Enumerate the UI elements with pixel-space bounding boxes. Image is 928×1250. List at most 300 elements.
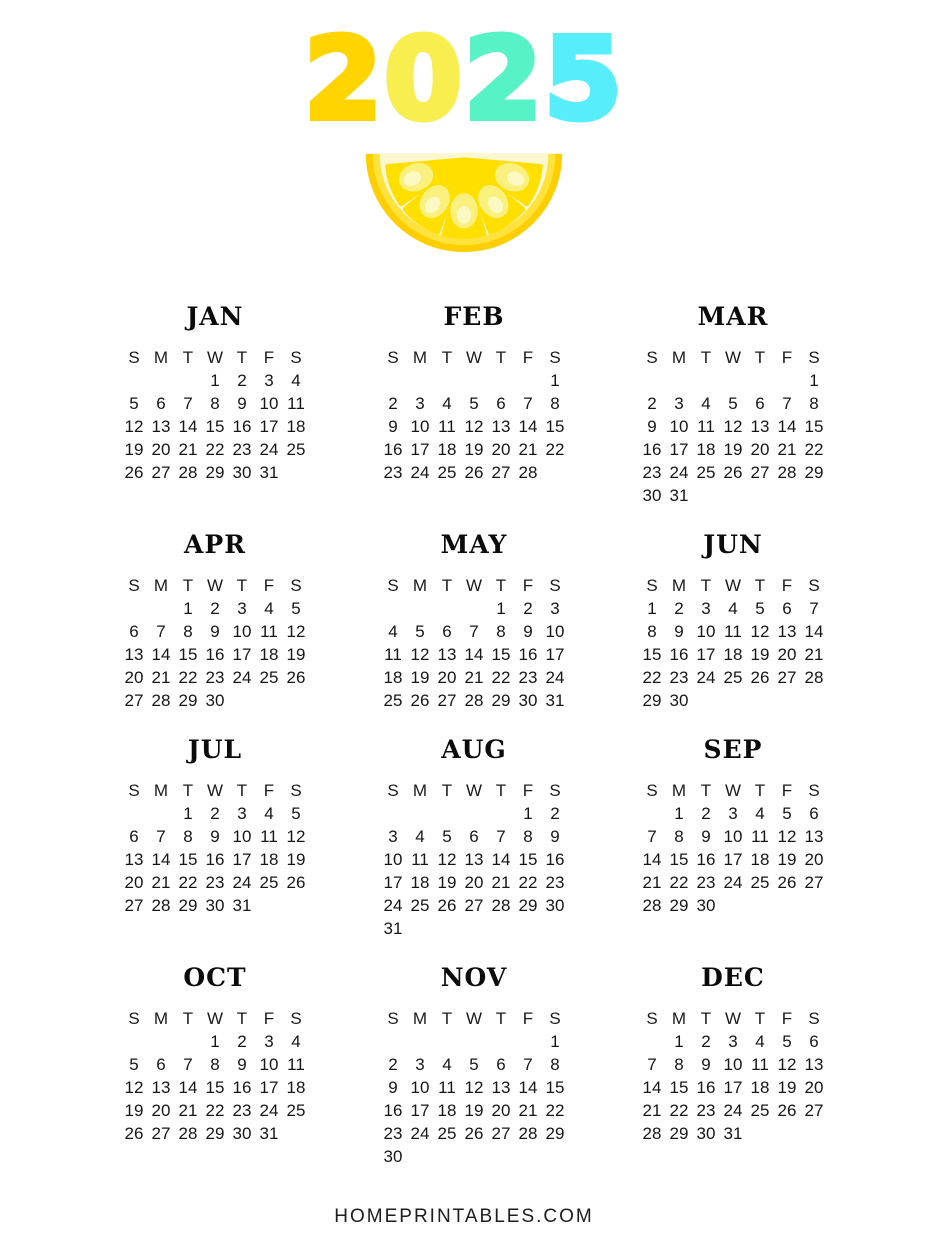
- empty-date-cell: [720, 894, 747, 917]
- date-cell: 1: [183, 599, 193, 618]
- date-cell: 21: [464, 668, 484, 687]
- date-cell: 2: [701, 804, 711, 823]
- weekday-cell: T: [236, 1009, 248, 1028]
- weekday-header-row: [345, 346, 604, 369]
- month-title: SEP: [703, 735, 763, 764]
- date-cell: 28: [777, 463, 797, 482]
- date-cell: 15: [642, 645, 662, 664]
- weekday-header-row: [86, 346, 345, 369]
- empty-date-cell: [720, 484, 747, 507]
- date-cell: 9: [523, 622, 533, 641]
- weekday-header-row: [604, 1007, 863, 1030]
- empty-date-cell: [121, 1030, 148, 1053]
- date-cell: 23: [383, 1124, 403, 1143]
- date-cell: 30: [518, 691, 538, 710]
- date-cell: 16: [545, 850, 565, 869]
- date-cell: 13: [491, 1078, 511, 1097]
- date-cell: 17: [723, 850, 743, 869]
- date-cell: 18: [437, 1101, 457, 1120]
- date-cell: 27: [491, 1124, 511, 1143]
- date-cell: 16: [518, 645, 538, 664]
- date-cell: 29: [205, 463, 225, 482]
- month-title: JAN: [186, 302, 244, 331]
- date-cell: 13: [124, 850, 144, 869]
- date-cell: 7: [469, 622, 479, 641]
- site-footer: [0, 1206, 928, 1228]
- date-cell: 19: [286, 645, 306, 664]
- weekday-cell: M: [153, 576, 169, 595]
- empty-date-cell: [380, 369, 407, 392]
- date-cell: 22: [804, 440, 824, 459]
- month-dec: [604, 963, 863, 1145]
- date-cell: 27: [124, 896, 144, 915]
- date-cell: 17: [410, 440, 430, 459]
- date-cell: 7: [496, 827, 506, 846]
- date-cell: 11: [438, 417, 456, 436]
- weekday-cell: S: [387, 348, 399, 367]
- date-cell: 20: [124, 668, 144, 687]
- date-cell: 8: [674, 827, 684, 846]
- weekday-header-row: [345, 574, 604, 597]
- date-cell: 26: [437, 896, 457, 915]
- empty-date-cell: [407, 917, 434, 940]
- empty-date-cell: [407, 1030, 434, 1053]
- weekday-cell: W: [206, 1009, 224, 1028]
- weekday-header-row: [345, 779, 604, 802]
- date-cell: 1: [523, 804, 533, 823]
- weekday-cell: W: [465, 781, 483, 800]
- date-cell: 27: [464, 896, 484, 915]
- date-cell: 16: [205, 645, 225, 664]
- date-cell: 11: [438, 1078, 456, 1097]
- date-cell: 8: [183, 622, 193, 641]
- week-row: [345, 917, 604, 940]
- week-row: [86, 802, 345, 825]
- date-cell: 30: [669, 691, 689, 710]
- date-cell: 16: [232, 1078, 252, 1097]
- empty-date-cell: [774, 894, 801, 917]
- date-cell: 27: [804, 1101, 824, 1120]
- weekday-cell: T: [182, 348, 194, 367]
- date-cell: 29: [178, 691, 198, 710]
- date-cell: 9: [550, 827, 560, 846]
- weekday-cell: S: [290, 576, 302, 595]
- date-cell: 21: [777, 440, 797, 459]
- date-cell: 12: [464, 1078, 484, 1097]
- date-cell: 12: [286, 827, 306, 846]
- empty-date-cell: [380, 802, 407, 825]
- date-cell: 19: [777, 850, 797, 869]
- week-row: [86, 392, 345, 415]
- month-feb: [345, 302, 604, 484]
- date-cell: 5: [129, 394, 139, 413]
- date-cell: 8: [647, 622, 657, 641]
- date-cell: 26: [286, 668, 306, 687]
- empty-date-cell: [693, 689, 720, 712]
- date-cell: 11: [411, 850, 429, 869]
- date-cell: 22: [491, 668, 511, 687]
- empty-date-cell: [488, 1030, 515, 1053]
- date-cell: 19: [464, 440, 484, 459]
- date-cell: 3: [415, 394, 425, 413]
- date-cell: 12: [124, 417, 144, 436]
- date-cell: 9: [674, 622, 684, 641]
- date-cell: 18: [723, 645, 743, 664]
- weekday-cell: W: [206, 348, 224, 367]
- weekday-cell: M: [671, 1009, 687, 1028]
- month-title: FEB: [443, 302, 505, 331]
- week-row: [345, 597, 604, 620]
- empty-date-cell: [461, 1145, 488, 1168]
- weekday-cell: F: [522, 348, 534, 367]
- date-cell: 21: [804, 645, 824, 664]
- date-cell: 5: [782, 804, 792, 823]
- date-cell: 13: [464, 850, 484, 869]
- empty-date-cell: [461, 1030, 488, 1053]
- week-row: [345, 689, 604, 712]
- date-cell: 25: [286, 1101, 306, 1120]
- date-cell: 2: [210, 599, 220, 618]
- week-row: [604, 415, 863, 438]
- date-cell: 22: [669, 873, 689, 892]
- weekday-cell: W: [465, 576, 483, 595]
- weekday-cell: T: [700, 1009, 712, 1028]
- date-cell: 3: [237, 804, 247, 823]
- date-cell: 29: [804, 463, 824, 482]
- date-cell: 27: [151, 463, 171, 482]
- weekday-cell: S: [549, 348, 561, 367]
- date-cell: 23: [696, 1101, 716, 1120]
- date-cell: 30: [642, 486, 662, 505]
- date-cell: 7: [647, 1055, 657, 1074]
- date-cell: 24: [723, 873, 743, 892]
- date-cell: 10: [723, 1055, 743, 1074]
- date-cell: 30: [383, 1147, 403, 1166]
- date-cell: 15: [178, 850, 198, 869]
- month-title: DEC: [701, 963, 765, 992]
- weekday-cell: S: [128, 1009, 140, 1028]
- date-cell: 18: [259, 645, 279, 664]
- date-cell: 20: [464, 873, 484, 892]
- date-cell: 21: [642, 1101, 662, 1120]
- date-cell: 14: [777, 417, 797, 436]
- weekday-cell: M: [412, 576, 428, 595]
- date-cell: 6: [755, 394, 765, 413]
- date-cell: 16: [696, 1078, 716, 1097]
- empty-date-cell: [542, 461, 569, 484]
- weekday-header-row: [86, 779, 345, 802]
- week-row: [345, 415, 604, 438]
- empty-date-cell: [407, 369, 434, 392]
- empty-date-cell: [380, 1030, 407, 1053]
- weekday-cell: T: [754, 1009, 766, 1028]
- empty-date-cell: [461, 597, 488, 620]
- date-cell: 1: [550, 1032, 560, 1051]
- year-digit-0: 2: [304, 15, 385, 145]
- date-cell: 16: [232, 417, 252, 436]
- date-cell: 3: [728, 804, 738, 823]
- date-cell: 31: [259, 1124, 279, 1143]
- date-cell: 16: [696, 850, 716, 869]
- date-cell: 17: [259, 417, 279, 436]
- date-cell: 26: [464, 1124, 484, 1143]
- week-row: [345, 643, 604, 666]
- date-cell: 22: [518, 873, 538, 892]
- date-cell: 28: [151, 691, 171, 710]
- date-cell: 14: [491, 850, 511, 869]
- date-cell: 5: [755, 599, 765, 618]
- empty-date-cell: [283, 461, 310, 484]
- month-title: MAY: [440, 530, 508, 559]
- week-row: [345, 825, 604, 848]
- date-cell: 10: [232, 827, 252, 846]
- date-cell: 16: [642, 440, 662, 459]
- date-cell: 6: [156, 394, 166, 413]
- date-cell: 31: [383, 919, 403, 938]
- week-row: [604, 1122, 863, 1145]
- weekday-cell: S: [128, 348, 140, 367]
- month-apr: [86, 530, 345, 712]
- weekday-cell: T: [754, 348, 766, 367]
- date-cell: 9: [210, 622, 220, 641]
- date-cell: 26: [464, 463, 484, 482]
- date-cell: 7: [523, 394, 533, 413]
- weekday-cell: S: [549, 781, 561, 800]
- empty-date-cell: [774, 1122, 801, 1145]
- weekday-cell: F: [522, 1009, 534, 1028]
- year-digit-2: 2: [464, 15, 544, 145]
- date-cell: 17: [545, 645, 565, 664]
- weekday-cell: W: [724, 576, 742, 595]
- month-title: JUL: [187, 735, 243, 764]
- weekday-cell: S: [646, 781, 658, 800]
- date-cell: 7: [809, 599, 819, 618]
- date-cell: 16: [669, 645, 689, 664]
- empty-date-cell: [542, 1145, 569, 1168]
- empty-date-cell: [434, 917, 461, 940]
- date-cell: 27: [804, 873, 824, 892]
- date-cell: 20: [804, 850, 824, 869]
- date-cell: 26: [777, 1101, 797, 1120]
- empty-date-cell: [720, 369, 747, 392]
- weekday-cell: S: [808, 1009, 820, 1028]
- date-cell: 1: [183, 804, 193, 823]
- date-cell: 14: [518, 417, 538, 436]
- weekday-cell: M: [153, 348, 169, 367]
- week-row: [604, 1053, 863, 1076]
- date-cell: 14: [804, 622, 824, 641]
- weekday-cell: M: [412, 348, 428, 367]
- date-cell: 11: [384, 645, 402, 664]
- date-cell: 28: [464, 691, 484, 710]
- empty-date-cell: [256, 894, 283, 917]
- week-row: [86, 1076, 345, 1099]
- date-cell: 9: [701, 827, 711, 846]
- date-cell: 21: [642, 873, 662, 892]
- date-cell: 18: [750, 850, 770, 869]
- date-cell: 2: [701, 1032, 711, 1051]
- empty-date-cell: [488, 1145, 515, 1168]
- date-cell: 24: [232, 873, 252, 892]
- date-cell: 20: [491, 440, 511, 459]
- date-cell: 12: [437, 850, 457, 869]
- week-row: [345, 1122, 604, 1145]
- date-cell: 8: [210, 1055, 220, 1074]
- weekday-cell: W: [206, 576, 224, 595]
- empty-date-cell: [256, 689, 283, 712]
- date-cell: 19: [750, 645, 770, 664]
- weekday-cell: S: [290, 1009, 302, 1028]
- weekday-cell: T: [236, 576, 248, 595]
- month-jan: [86, 302, 345, 484]
- date-cell: 23: [669, 668, 689, 687]
- date-cell: 3: [550, 599, 560, 618]
- date-cell: 16: [205, 850, 225, 869]
- date-cell: 6: [496, 394, 506, 413]
- date-cell: 5: [291, 804, 301, 823]
- date-cell: 13: [151, 1078, 171, 1097]
- date-cell: 1: [550, 371, 560, 390]
- date-cell: 3: [388, 827, 398, 846]
- weekday-cell: T: [441, 1009, 453, 1028]
- week-row: [604, 438, 863, 461]
- week-row: [86, 620, 345, 643]
- date-cell: 16: [383, 440, 403, 459]
- date-cell: 13: [804, 827, 824, 846]
- date-cell: 18: [750, 1078, 770, 1097]
- date-cell: 17: [232, 645, 252, 664]
- date-cell: 28: [518, 1124, 538, 1143]
- date-cell: 18: [286, 417, 306, 436]
- weekday-cell: W: [465, 1009, 483, 1028]
- empty-date-cell: [407, 597, 434, 620]
- date-cell: 4: [291, 371, 301, 390]
- month-title: APR: [184, 530, 246, 559]
- empty-date-cell: [283, 894, 310, 917]
- week-row: [604, 666, 863, 689]
- date-cell: 11: [751, 827, 769, 846]
- weekday-cell: S: [128, 576, 140, 595]
- date-cell: 23: [232, 440, 252, 459]
- date-cell: 14: [464, 645, 484, 664]
- date-cell: 22: [545, 440, 565, 459]
- date-cell: 12: [777, 827, 797, 846]
- weekday-cell: T: [495, 781, 507, 800]
- lemon-slice-illustration: [0, 148, 928, 256]
- date-cell: 14: [518, 1078, 538, 1097]
- weekday-cell: T: [441, 348, 453, 367]
- weekday-cell: M: [671, 576, 687, 595]
- date-cell: 29: [669, 896, 689, 915]
- week-row: [86, 1030, 345, 1053]
- month-title: MAR: [697, 302, 769, 331]
- date-cell: 14: [151, 850, 171, 869]
- date-cell: 11: [697, 417, 715, 436]
- empty-date-cell: [434, 1145, 461, 1168]
- empty-date-cell: [774, 369, 801, 392]
- date-cell: 17: [723, 1078, 743, 1097]
- date-cell: 25: [437, 1124, 457, 1143]
- weekday-cell: S: [128, 781, 140, 800]
- week-row: [345, 871, 604, 894]
- date-cell: 14: [642, 850, 662, 869]
- empty-date-cell: [380, 597, 407, 620]
- empty-date-cell: [639, 802, 666, 825]
- date-cell: 25: [259, 873, 279, 892]
- year-digit-3: 5: [543, 15, 624, 145]
- empty-date-cell: [461, 802, 488, 825]
- date-cell: 6: [442, 622, 452, 641]
- date-cell: 18: [696, 440, 716, 459]
- date-cell: 24: [410, 463, 430, 482]
- date-cell: 5: [415, 622, 425, 641]
- date-cell: 14: [178, 417, 198, 436]
- date-cell: 3: [674, 394, 684, 413]
- week-row: [604, 392, 863, 415]
- date-cell: 28: [491, 896, 511, 915]
- empty-date-cell: [121, 597, 148, 620]
- date-cell: 4: [388, 622, 398, 641]
- empty-date-cell: [542, 917, 569, 940]
- month-may: [345, 530, 604, 712]
- empty-date-cell: [639, 1030, 666, 1053]
- weekday-cell: T: [700, 781, 712, 800]
- week-row: [86, 666, 345, 689]
- date-cell: 2: [674, 599, 684, 618]
- date-cell: 29: [642, 691, 662, 710]
- weekday-cell: W: [724, 348, 742, 367]
- date-cell: 23: [696, 873, 716, 892]
- date-cell: 23: [205, 668, 225, 687]
- date-cell: 28: [178, 1124, 198, 1143]
- date-cell: 26: [124, 1124, 144, 1143]
- weekday-cell: T: [182, 781, 194, 800]
- date-cell: 30: [696, 896, 716, 915]
- empty-date-cell: [148, 1030, 175, 1053]
- date-cell: 7: [782, 394, 792, 413]
- date-cell: 3: [264, 371, 274, 390]
- week-row: [345, 392, 604, 415]
- week-row: [604, 802, 863, 825]
- week-row: [345, 461, 604, 484]
- date-cell: 30: [696, 1124, 716, 1143]
- date-cell: 10: [410, 1078, 430, 1097]
- month-jun: [604, 530, 863, 712]
- weekday-cell: T: [441, 576, 453, 595]
- date-cell: 22: [642, 668, 662, 687]
- date-cell: 25: [750, 873, 770, 892]
- date-cell: 29: [491, 691, 511, 710]
- date-cell: 10: [669, 417, 689, 436]
- weekday-cell: F: [263, 348, 275, 367]
- date-cell: 17: [383, 873, 403, 892]
- date-cell: 10: [232, 622, 252, 641]
- date-cell: 19: [286, 850, 306, 869]
- weekday-cell: S: [549, 576, 561, 595]
- weekday-cell: F: [781, 348, 793, 367]
- date-cell: 7: [647, 827, 657, 846]
- date-cell: 15: [545, 1078, 565, 1097]
- date-cell: 4: [442, 1055, 452, 1074]
- date-cell: 31: [723, 1124, 743, 1143]
- weekday-cell: T: [441, 781, 453, 800]
- year-digit-1: 0: [384, 15, 464, 145]
- date-cell: 6: [129, 622, 139, 641]
- empty-date-cell: [434, 369, 461, 392]
- weekday-cell: S: [387, 576, 399, 595]
- date-cell: 17: [410, 1101, 430, 1120]
- week-row: [345, 1145, 604, 1168]
